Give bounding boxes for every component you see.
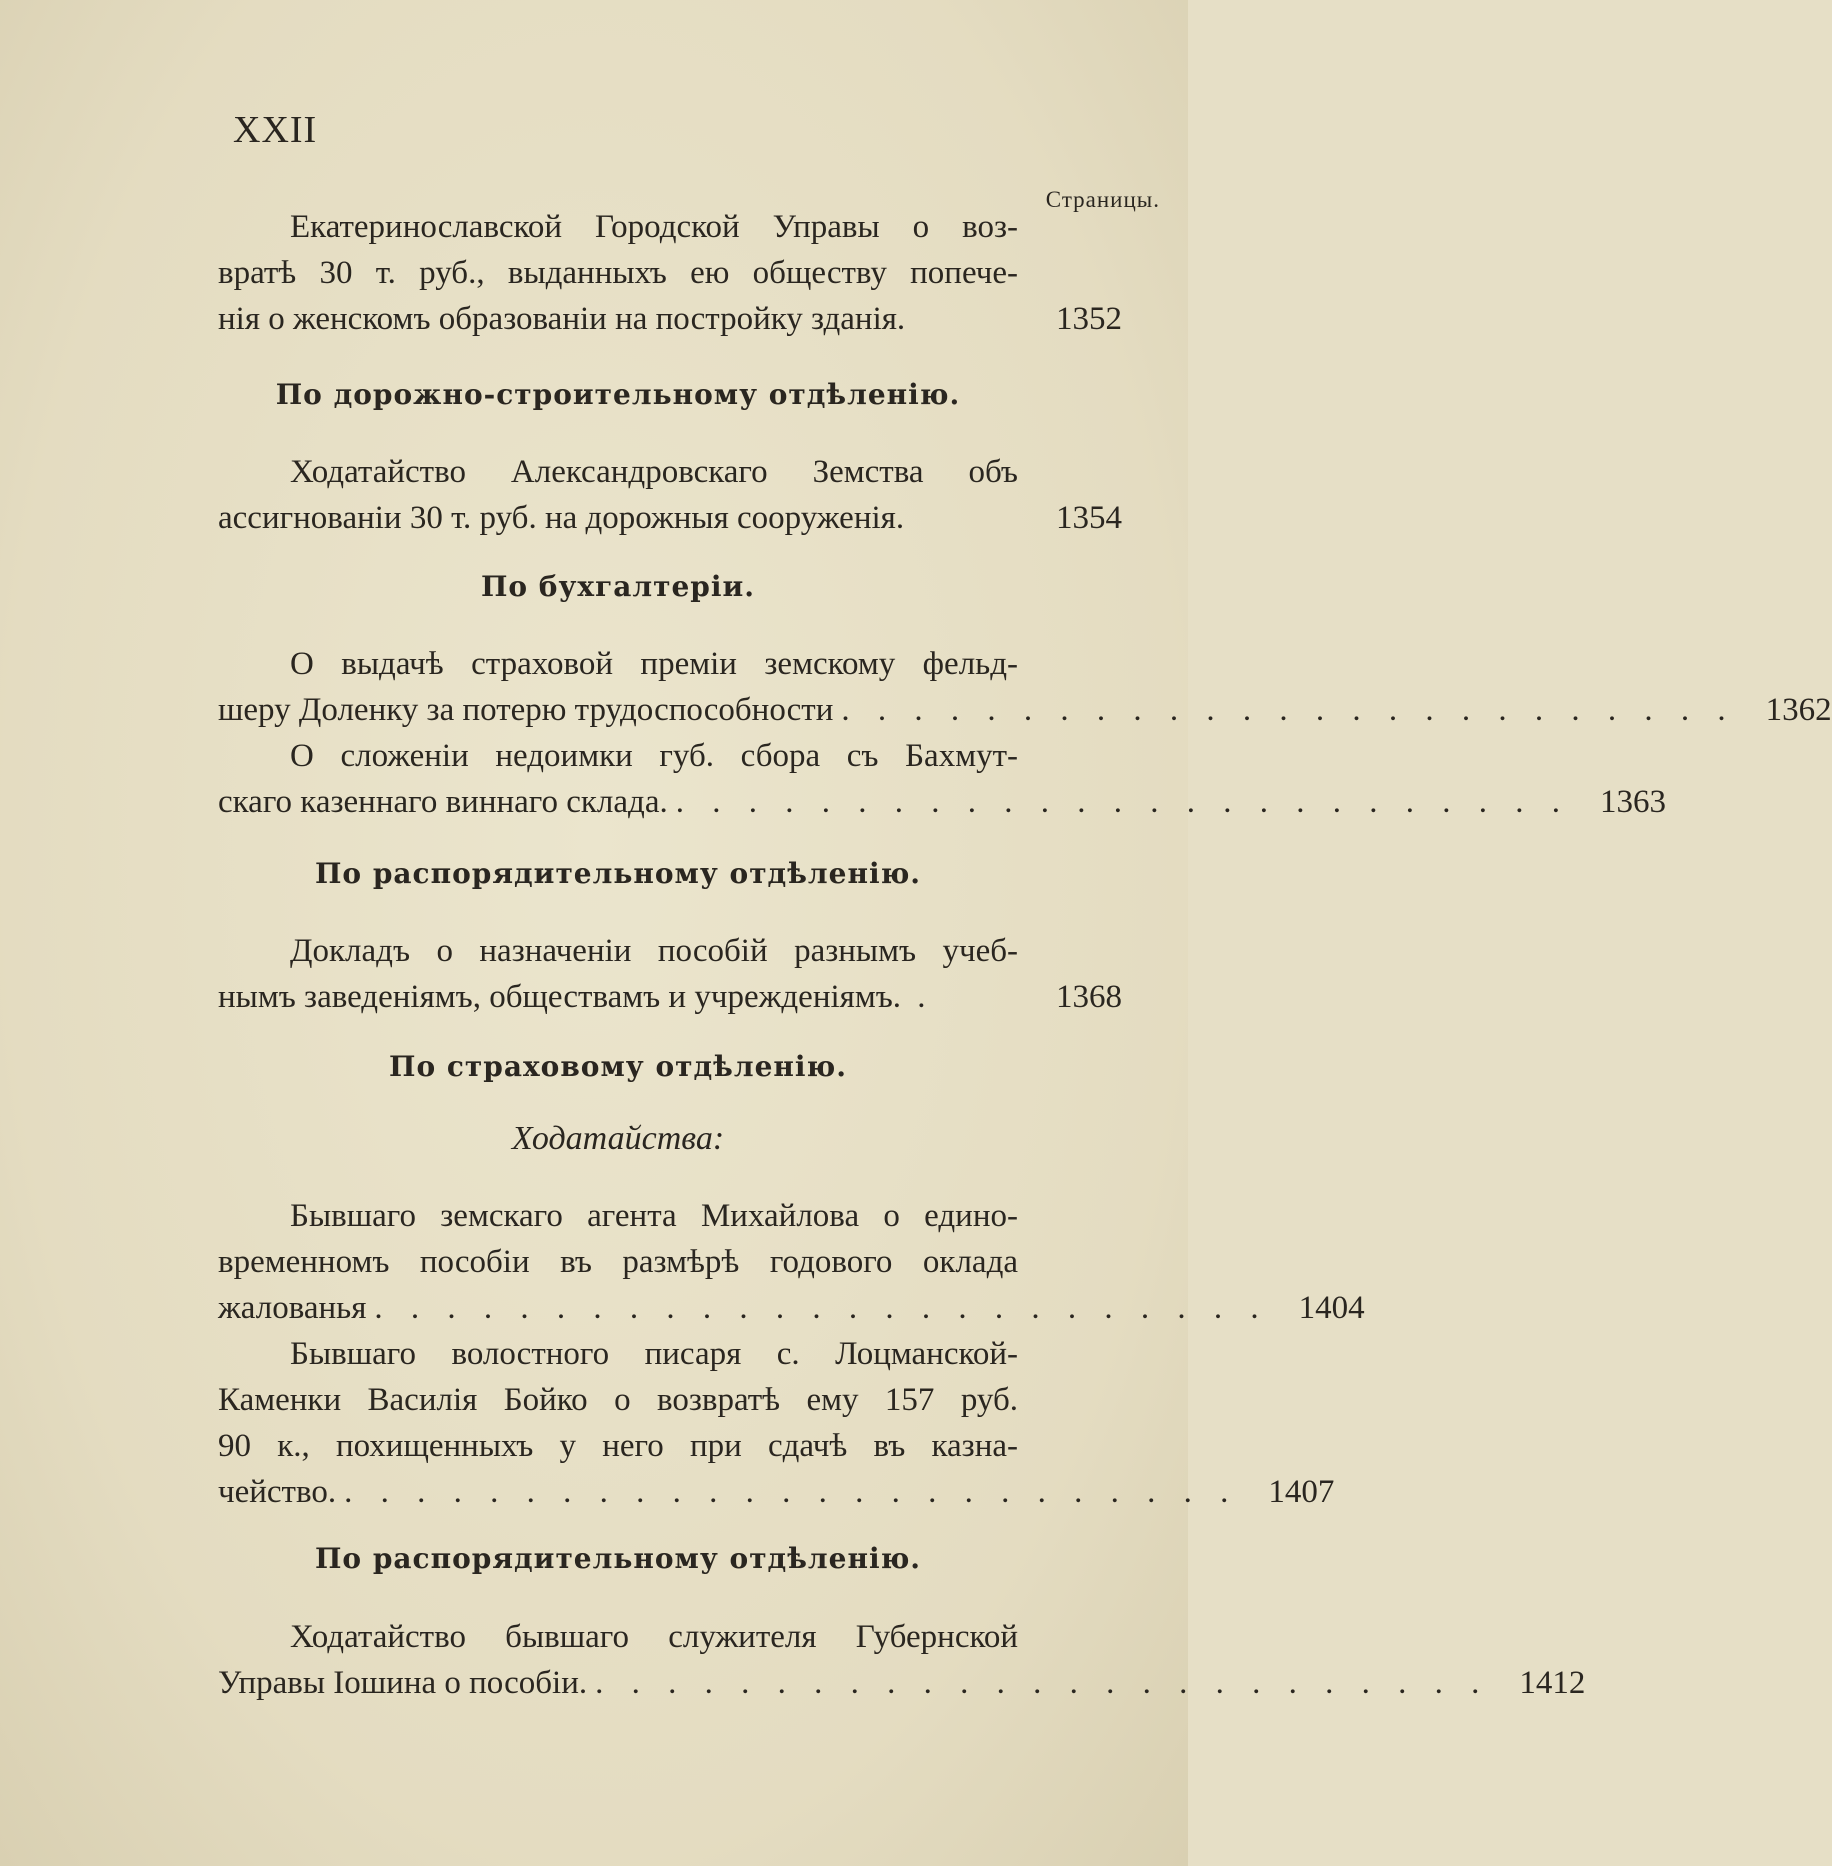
page-number: 1354 (1056, 500, 1122, 536)
dot-leader: . . . . . . . . . . . . . . . . . . . . . . . . . (595, 1665, 1490, 1701)
section-heading: По бухгалтеріи. (480, 570, 756, 603)
page-folio: XXII (233, 109, 318, 151)
entry-line: Екатеринославской Городской Управы о воз- (290, 209, 1018, 245)
section-heading: По дорожно-строительному отдѣленію. (275, 378, 961, 411)
entry-line: О сложеніи недоимки губ. сбора съ Бахмут- (290, 738, 1018, 774)
entry-line: ассигнованіи 30 т. руб. на дорожныя сооруженія. 1354 (218, 495, 1122, 541)
page-number: 1363 (1600, 784, 1666, 820)
entry-line: Бывшаго земскаго агента Михайлова о едино- (290, 1198, 1018, 1234)
page-number: 1404 (1298, 1290, 1365, 1326)
entry-line: Каменки Василія Бойко о возвратѣ ему 157 руб. (218, 1382, 1018, 1418)
page-number: 1352 (1056, 301, 1122, 337)
entry-line: шеру Доленку за потерю трудоспособности . . . . . . . . . . . . . . . . . . . . . . . . . 1362 (218, 687, 1122, 733)
dot-leader: . . . . . . . . . . . . . . . . . . . . . . . . . (344, 1474, 1239, 1510)
entry-line: Ходатайство бывшаго служителя Губернской (290, 1619, 1018, 1655)
toc-entry (218, 1193, 1365, 1331)
entry-line: нія о женскомъ образованіи на постройку зданія. 1352 (218, 296, 1122, 342)
toc-entry (218, 733, 1666, 825)
pages-column-header: Страницы. (1045, 187, 1160, 212)
page-number: 1407 (1268, 1474, 1335, 1510)
entry-line: скаго казеннаго виннаго склада. . . . . . . . . . . . . . . . . . . . . . . . . . 1363 (218, 779, 1122, 825)
section-heading: По распорядительному отдѣленію. (314, 857, 922, 890)
toc-entry (218, 204, 1122, 342)
entry-line: Управы Іошина о пособіи. . . . . . . . . . . . . . . . . . . . . . . . . . 1412 (218, 1660, 1122, 1706)
entry-line: вратѣ 30 т. руб., выданныхъ ею обществу попече- (218, 255, 1018, 291)
subsection-heading: Ходатайства: (511, 1120, 725, 1157)
entry-line: жалованья . . . . . . . . . . . . . . . . . . . . . . . . . 1404 (218, 1285, 1122, 1331)
entry-line: Бывшаго волостного писаря с. Лоцманской- (290, 1336, 1018, 1372)
dot-leader: . . . . . . . . . . . . . . . . . . . . . . . . . (374, 1290, 1269, 1326)
entry-line: О выдачѣ страховой преміи земскому фельд- (290, 646, 1018, 682)
toc-entry (218, 1614, 1586, 1706)
toc-entry (218, 928, 1122, 1020)
entry-line: нымъ заведеніямъ, обществамъ и учрежденіямъ. . 1368 (218, 974, 1122, 1020)
page-number: 1362 (1765, 692, 1832, 728)
entry-line: временномъ пособіи въ размѣрѣ годового оклада (218, 1244, 1018, 1280)
toc-entry (218, 641, 1832, 733)
toc-entry (218, 449, 1122, 541)
page-number: 1412 (1519, 1665, 1586, 1701)
section-heading: По страховому отдѣленію. (389, 1050, 847, 1083)
entry-line: Ходатайство Александровскаго Земства объ (290, 454, 1018, 490)
dot-leader: . . . . . . . . . . . . . . . . . . . . . . . . . (841, 692, 1736, 728)
dot-leader: . . . . . . . . . . . . . . . . . . . . . . . . . (675, 784, 1570, 820)
entry-line: Докладъ о назначеніи пособій разнымъ учеб- (290, 933, 1018, 969)
entry-line: 90 к., похищенныхъ у него при сдачѣ въ казна- (218, 1428, 1018, 1464)
toc-entry (218, 1331, 1335, 1515)
page-number: 1368 (1056, 979, 1122, 1015)
section-heading: По распорядительному отдѣленію. (314, 1542, 922, 1575)
entry-line: чейство. . . . . . . . . . . . . . . . . . . . . . . . . . 1407 (218, 1469, 1122, 1515)
